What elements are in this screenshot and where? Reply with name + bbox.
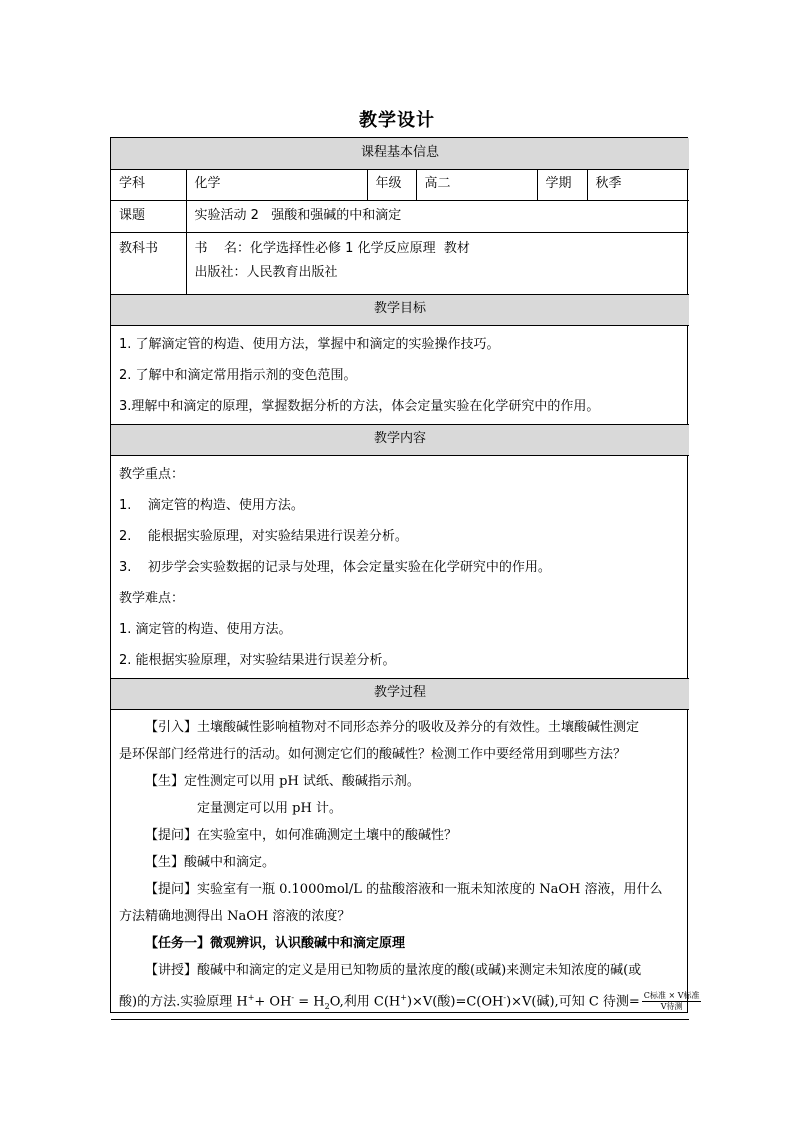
task-1-heading: 【任务一】微观辨识，认识酸碱中和滴定原理: [145, 935, 406, 951]
grade-label: 年级: [367, 169, 416, 200]
content-header: 教学内容: [111, 424, 689, 455]
intro-line-1: 【引入】土壤酸碱性影响植物对不同形态养分的吸收及养分的有效性。土壤酸碱性测定: [145, 719, 640, 735]
lesson-plan-grid: [111, 138, 700, 1020]
sup-plus-1: +: [247, 992, 255, 1002]
objective-item-3: 3.理解中和滴定的原理，掌握数据分析的方法，体会定量实验在化学研究中的作用。: [119, 398, 600, 414]
student-answer-2: 【生】酸碱中和滴定。: [145, 854, 276, 870]
key-points-label: 教学重点：: [119, 466, 185, 482]
objectives-list: [111, 325, 689, 424]
term-value: 秋季: [587, 169, 689, 200]
intro-line-2: 是环保部门经常进行的活动。如何测定它们的酸碱性？检测工作中要经常用到哪些方法？: [119, 746, 627, 762]
formula-part-e: )×V(酸)=C(OH: [406, 993, 504, 1009]
subject-label: 学科: [111, 169, 186, 200]
student-answer-1-cont: 定量测定可以用 pH 计。: [197, 800, 342, 816]
question-1: 【提问】在实验室中，如何准确测定土壤中的酸碱性？: [145, 827, 458, 843]
sub-two: 2: [324, 1001, 330, 1011]
textbook-name: 书 名：化学选择性必修 1 化学反应原理 教材: [194, 240, 470, 256]
subject-value: 化学: [186, 169, 367, 200]
topic-value: 实验活动 2 强酸和强碱的中和滴定: [186, 200, 689, 232]
formula-part-f: )×V(碱),可知 C 待测=: [506, 993, 640, 1009]
topic-label: 课题: [111, 200, 186, 232]
process-header: 教学过程: [111, 678, 689, 709]
sup-plus-2: +: [400, 992, 407, 1002]
formula-part-a: 酸)的方法.实验原理 H: [119, 993, 248, 1009]
textbook-label: [111, 232, 186, 294]
question-2-line-1: 【提问】实验室有一瓶 0.1000mol/L 的盐酸溶液和一瓶未知浓度的 NaOH 溶液，用什么: [145, 881, 663, 897]
objective-item-1: 1. 了解滴定管的构造、使用方法，掌握中和滴定的实验操作技巧。: [119, 336, 500, 352]
formula-part-d: O,利用 C(H: [329, 993, 401, 1009]
question-2-line-2: 方法精确地测得出 NaOH 溶液的浓度？: [119, 908, 351, 924]
formula-part-c: = H: [294, 993, 325, 1009]
term-label: 学期: [537, 169, 587, 200]
objectives-header: 教学目标: [111, 294, 689, 325]
formula-part-b: + OH: [254, 993, 292, 1009]
textbook-info: [186, 232, 689, 294]
key-point-3: 3. 初步学会实验数据的记录与处理，体会定量实验在化学研究中的作用。: [119, 559, 551, 575]
difficulty-2: 2. 能根据实验原理，对实验结果进行误差分析。: [119, 652, 396, 668]
lecture-line-2: [119, 984, 700, 1020]
document-title: 教学设计: [359, 110, 435, 131]
process-content: [111, 709, 700, 1020]
sup-minus-2: -: [503, 992, 507, 1002]
textbook-label-text: 教科书: [119, 240, 159, 256]
lecture-line-1: 【讲授】酸碱中和滴定的定义是用已知物质的量浓度的酸(或碱)来测定未知浓度的碱(或: [145, 962, 642, 978]
sup-minus-1: -: [291, 992, 295, 1002]
fraction-numerator: C标准 × V标准: [643, 990, 700, 1000]
key-point-2: 2. 能根据实验原理，对实验结果进行误差分析。: [119, 528, 408, 544]
fraction-denominator: V待测: [660, 1001, 683, 1011]
content-list: [111, 455, 689, 678]
difficulties-label: 教学难点：: [119, 590, 185, 606]
student-answer-1: 【生】定性测定可以用 pH 试纸、酸碱指示剂。: [145, 773, 420, 789]
lesson-plan-table: [110, 137, 700, 1013]
objective-item-2: 2. 了解中和滴定常用指示剂的变色范围。: [119, 367, 357, 383]
textbook-publisher: 出版社：人民教育出版社: [194, 264, 338, 280]
grade-value: 高二: [416, 169, 537, 200]
concentration-fraction: [642, 991, 702, 1012]
basic-info-header: 课程基本信息: [111, 138, 689, 169]
key-point-1: 1. 滴定管的构造、使用方法。: [119, 497, 304, 513]
difficulty-1: 1. 滴定管的构造、使用方法。: [119, 621, 292, 637]
